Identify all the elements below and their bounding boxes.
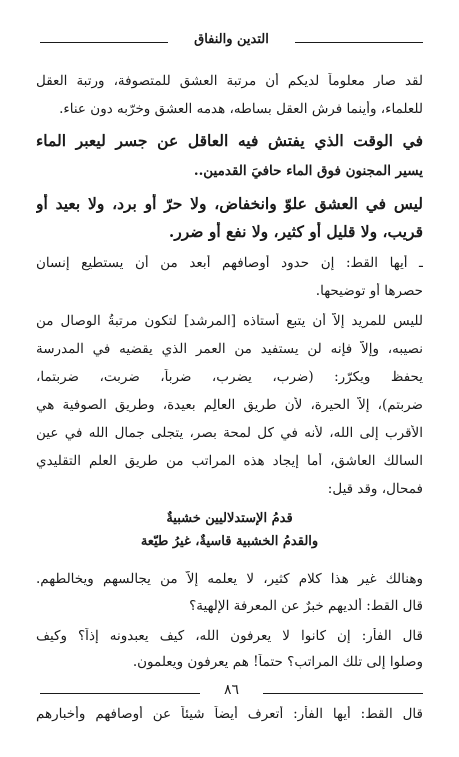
- text-line: لليس للمريد إلاّ أن يتبع أستاذه [المرشد] لتكون مرتبةُ الوصال من: [36, 313, 423, 329]
- text-line: قال القط: ألديهم خبرٌ عن المعرفة الإلهية؟: [189, 598, 423, 614]
- footer-rule-right: [263, 693, 423, 694]
- text-line: ـ أيها القط: إن حدود أوصافهم أبعد من أن يستطيع إنسان: [36, 255, 423, 271]
- text-line: قال القط: أيها الفأر: أتعرف أيضاً شيئاً عن أوصافهم وأخبارهم: [36, 706, 423, 722]
- bold-line: ليس في العشق علوّ وانخفاض، ولا حرّ أو برد، ولا بعيد أو: [36, 194, 423, 213]
- running-header: [40, 30, 423, 54]
- page-number: ٨٦: [223, 682, 240, 698]
- bold-line: يسير المجنون فوق الماء حافيَ القدمين..: [193, 163, 423, 179]
- text-line: وصلوا إلى تلك المراتب؟ حتماً! هم يعرفون ويعلمون.: [132, 654, 423, 670]
- header-title: التدين والنفاق: [194, 32, 269, 47]
- page-footer: [40, 680, 423, 704]
- text-line: قال الفأر: إن كانوا لا يعرفون الله، كيف يعبدونه إذاً؟ وكيف: [36, 628, 423, 644]
- text-line: وهنالك غير هذا كلام كثير، لا يعلمه إلاّ من يجالسهم ويخالطهم.: [36, 571, 423, 587]
- poem-line: قدمُ الإستدلاليين خشبيةٌ: [166, 511, 293, 526]
- text-line: لقد صار معلوماً لديكم أن مرتبة العشق للمتصوفة، ورتبة العقل: [36, 73, 423, 89]
- text-line: نصيبه، وإلاّ فإنه لن يستفيد من العمر الذي يقضيه في المدرسة: [36, 341, 423, 357]
- header-rule-right: [295, 42, 423, 43]
- text-line: فمحال، وقد قيل:: [327, 481, 423, 497]
- bold-line: قريب، ولا قليل أو كثير، ولا نفع أو ضرر.: [168, 222, 423, 241]
- text-line: يحفظ ويكرّر: (ضرب، يضرب، ضرباً، ضربت، ضربتما،: [36, 369, 423, 385]
- bold-line: في الوقت الذي يفتش فيه العاقل عن جسرٍ ليعبر الماء: [36, 131, 423, 150]
- text-line: حصرها أو توضيحها.: [315, 283, 423, 299]
- text-line: السالك العاشق، أما إيجاد هذه المراتب من طريق العلم التقليدي: [36, 453, 423, 469]
- poem-line: والقدمُ الخشبية قاسيةٌ، غيرُ طيّعة: [140, 534, 319, 549]
- text-line: الأقرب إلى الله، لأنه في كل لمحة بصر، يتجلى جمال الله في عين: [36, 425, 423, 441]
- text-line: للعلماء، وأينما فرش العقل بساطه، هدمه العشق وخرّبه دون عناء.: [59, 101, 423, 117]
- text-line: ضربتم)، إلاّ الحيرة، لأن طريق العالِم بعيدة، وطريق الصوفية هي: [36, 397, 423, 413]
